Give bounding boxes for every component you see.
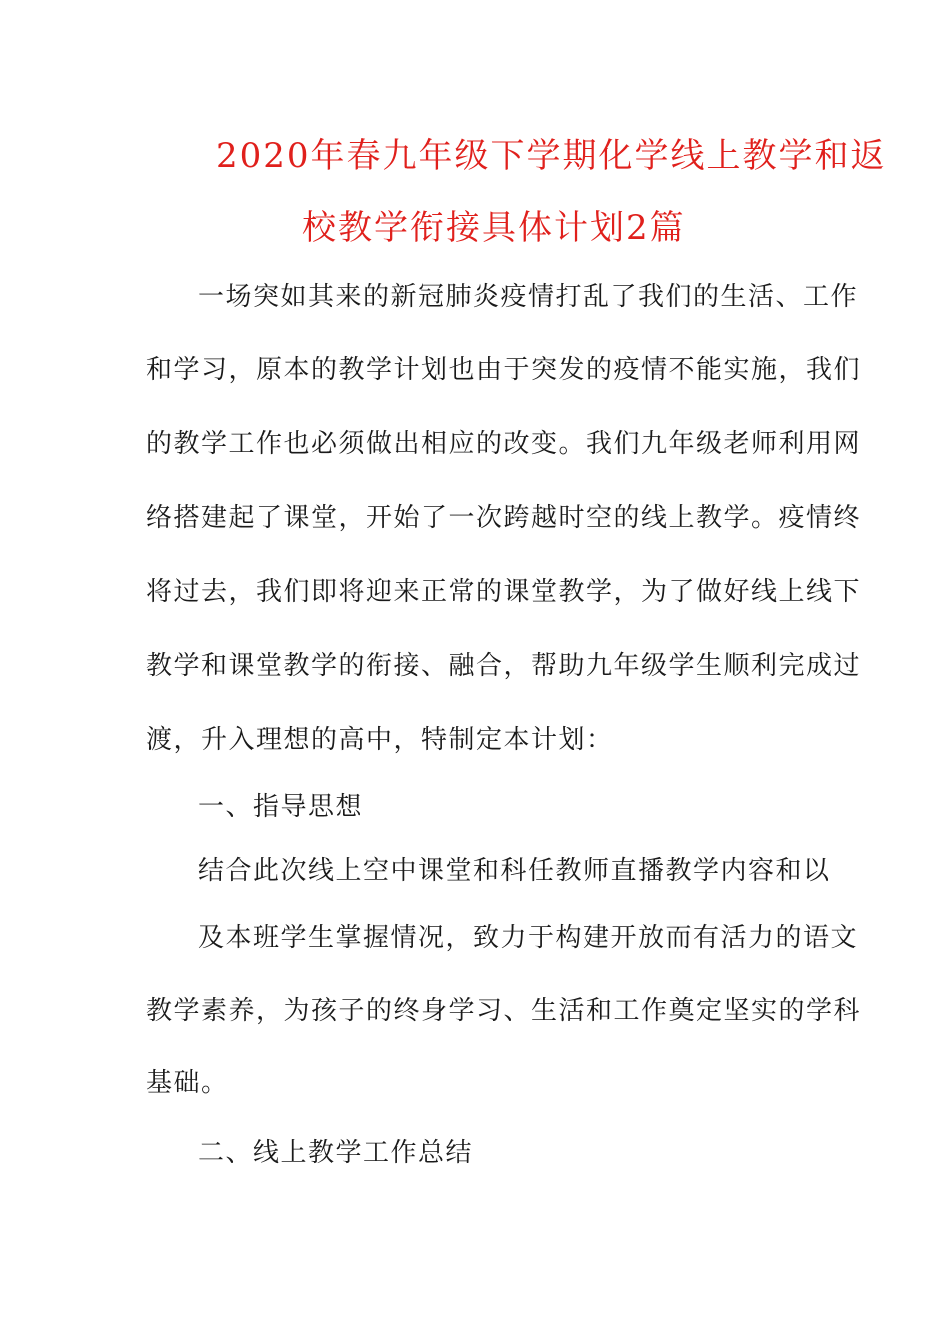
paragraph-line: 一场突如其来的新冠肺炎疫情打乱了我们的生活、工作 xyxy=(198,282,859,312)
paragraph-line: 和学习，原本的教学计划也由于突发的疫情不能实施，我们 xyxy=(146,355,862,385)
paragraph-line: 教学素养，为孩子的终身学习、生活和工作奠定坚实的学科 xyxy=(146,996,862,1026)
document-title-line-2: 校教学衔接具体计划2篇 xyxy=(302,208,686,248)
paragraph-line: 结合此次线上空中课堂和科任教师直播教学内容和以 xyxy=(198,856,831,886)
paragraph-line: 渡，升入理想的高中，特制定本计划： xyxy=(146,725,614,755)
paragraph-line: 及本班学生掌握情况，致力于构建开放而有活力的语文 xyxy=(198,923,859,953)
document-title-line-1: 2020年春九年级下学期化学线上教学和返 xyxy=(216,136,887,176)
paragraph-line: 将过去，我们即将迎来正常的课堂教学，为了做好线上线下 xyxy=(146,577,862,607)
paragraph-line: 络搭建起了课堂，开始了一次跨越时空的线上教学。疫情终 xyxy=(146,503,862,533)
section-heading: 二、线上教学工作总结 xyxy=(198,1138,474,1168)
section-heading: 一、指导思想 xyxy=(198,792,364,822)
paragraph-line: 基础。 xyxy=(146,1068,229,1098)
paragraph-line: 的教学工作也必须做出相应的改变。我们九年级老师利用网 xyxy=(146,429,862,459)
paragraph-line: 教学和课堂教学的衔接、融合，帮助九年级学生顺利完成过 xyxy=(146,651,862,681)
